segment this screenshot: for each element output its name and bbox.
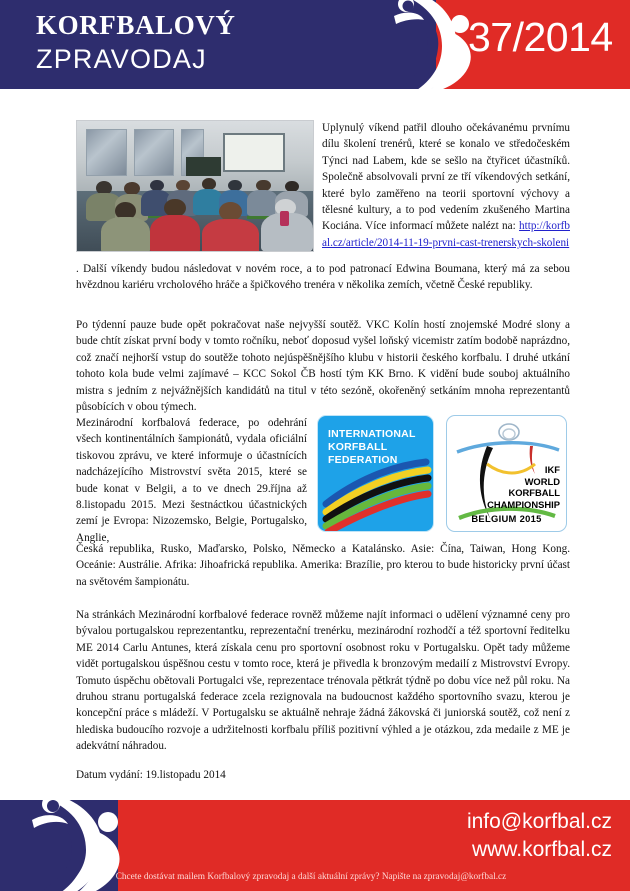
publication-date: Datum vydání: 19.listopadu 2014 — [76, 769, 226, 781]
footer-email[interactable]: info@korfbal.cz — [466, 810, 612, 833]
paragraph-3-countries: Česká republika, Rusko, Maďarsko, Polsko, Německo a Katalánsko. Asie: Čína, Taiwan, Hong Kong. Oceánie: Austrálie. Afrika: Jihoafrická republika. Amerika: Brazílie, pro kterou to bude historicky první účast na světovém šampionátu. — [76, 543, 570, 588]
paragraph-1-right-of-photo — [322, 120, 570, 251]
training-seminar-photo — [76, 120, 314, 252]
paragraph-2-league: Po týdenní pauze bude opět pokračovat naše nejvyšší soutěž. VKC Kolín hostí znojemské Modré slony a bude chtít získat první body v tomto ročníku, neboť doposud vyšel loňský vicemistr zatím bodobě naprázdno, což značí nejhorší vstup do soutěže tohoto nejúspěšnějšího klubu v historii českého korfbalu. I druhé utkání tohoto kola bude velmi zajímavé – KCC Sokol ČB hostí tým KK Brno. K vidění bude souboj aktuálního mistra s jedním z nejvážnějších kandidátů na titul v této sezóně, okořeněný setkáním mnoha reprezentantů působících v obou týmech. — [76, 319, 570, 414]
masthead-title — [36, 8, 396, 76]
paragraph-4-portugal: Na stránkách Mezinárodní korfbalové federace rovněž můžeme najít informaci o udělení významné ceny pro bývalou portugalskou reprezentantku, reprezentační trenérku, mezinárodní rozhodčí a též sportovní ředitelku ME 2014 Carlu Antunes, která získala cenu pro sportovní osobnost roku v Portugalsku. Opět tady můžeme vidět portugalskou úspěšnou cestu v tomto roce, která je přivedla k bronzovým medailí z Mistrovství Evropy. Tomuto úspěchu obětovali Portugalci vše, reprezentace trénovala pětkrát týdně po dobu více než půl roku. Na druhou stranu portugalská federace zcela rezignovala na budoucnost každého sportovního svazu, kterou je koncepční práce s mládeží. V Portugalsku se aktuálně nehraje žádná žákovská či juniorská soutěž, což není z hlediska budoucího rozvoje a udržitelnosti korfbalu příliš pozitivní výhled a je otázkou, zda medaile z ME je adekvátní náhradou. — [76, 609, 570, 753]
wc-line-4: CHAMPIONSHIP — [487, 498, 560, 510]
footer-subscribe-note: Chcete dostávat mailem Korfbalový zpravodaj a další aktuální zprávy? Napište na zpravodaj@korfbal.cz — [115, 872, 507, 882]
footer-website[interactable]: www.korfbal.cz — [471, 838, 612, 861]
ikf-line-3: FEDERATION — [328, 454, 398, 466]
paragraph-1-after-link: . Další víkendy budou následovat v novém roce, a to pod patronací Edwina Boumana, který má za sebou hvězdnou kariéru vrcholového hráče a špičkového trenéra v několika zemích, včetně České republiky. — [76, 263, 570, 292]
wc-line-3: KORFBALL — [508, 487, 560, 499]
article-link[interactable]: http://korfbal.cz/article/2014-11-19-prvni-cast-trenerskych-skoleni — [322, 220, 570, 249]
ikf-line-2: KORFBALL — [328, 441, 388, 453]
masthead-title-line1: KORFBALOVÝ — [36, 10, 236, 40]
wc-line-1: IKF — [544, 464, 560, 475]
ikf-federation-logo-icon — [317, 415, 434, 532]
ikf-line-1: INTERNATIONAL — [328, 428, 416, 440]
wc-line-2: WORLD — [524, 475, 560, 487]
ikf-logo-text — [328, 428, 416, 467]
paragraph-1-text: Uplynulý víkend patřil dlouho očekávanému prvnímu dílu školení trenérů, které se konalo ve středočeském Týnci nad Labem, kde se sešlo na čtyřicet účastníků. Společně absolvovali první ze tří víkendových setkání, které bylo zaměřeno na teorii sportovní výchovy a tělesné kultury, a to pod vedením zkušeného Martina Kociána. Více informací můžete nalézt na: — [322, 122, 570, 233]
masthead-title-line2: ZPRAVODAJ — [36, 44, 207, 74]
paragraph-1-continuation — [76, 261, 570, 294]
page-footer — [0, 800, 630, 891]
world-championship-host: BELGIUM 2015 — [471, 513, 542, 524]
ikf-world-championship-logo-icon — [446, 415, 567, 532]
issue-number: 37/2014 — [468, 14, 613, 60]
newsletter-body — [0, 89, 630, 800]
page-header — [0, 0, 630, 89]
world-championship-logo-text — [487, 464, 560, 510]
paragraph-3-ikf-wrap: Mezinárodní korfbalová federace, po odehrání všech kontinentálních šampionátů, vydala oficiální tiskovou zprávu, ve které informuje o účastnících nadcházejícího Mistrovství světa 2015, které se bude konat v Belgii, a to ve dnech 29.října až 8.listopadu 2015. Mezi šestnáctkou účastnických zemí je Evropa: Nizozemsko, Belgie, Portugalsko, Anglie, — [76, 417, 307, 544]
